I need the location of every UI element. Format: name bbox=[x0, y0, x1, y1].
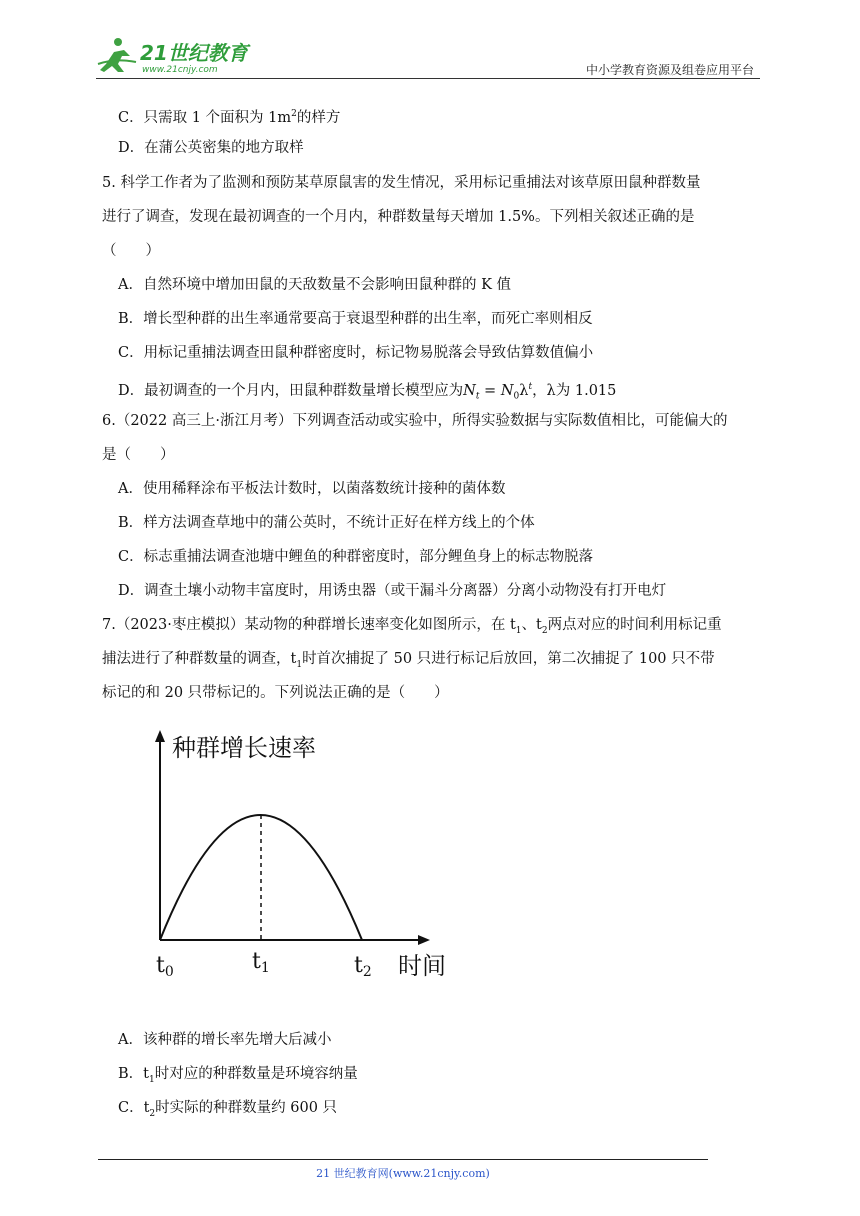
logo-url-text: www.21cnjy.com bbox=[142, 65, 218, 75]
t2-label: t2 bbox=[354, 953, 372, 980]
q5-option-b: B．增长型种群的出生率通常要高于衰退型种群的出生率，而死亡率则相反 bbox=[118, 311, 593, 327]
growth-rate-graph bbox=[150, 728, 470, 988]
q5-option-d: D．最初调查的一个月内，田鼠种群数量增长模型应为$N_t = N_0\lambda^t$，λ为 1.015 bbox=[118, 382, 617, 402]
x-axis-label: 时间 bbox=[398, 952, 446, 980]
q7-option-c: C．$t_2$时实际的种群数量约 600 只 bbox=[118, 1100, 338, 1119]
platform-name: 中小学教育资源及组卷应用平台 bbox=[585, 63, 754, 77]
q6-stem-line2: 是（ ） bbox=[102, 447, 175, 463]
page-header bbox=[96, 34, 760, 78]
header-divider bbox=[96, 78, 760, 79]
q7-stem-line2: 捕法进行了种群数量的调查，$t_1$时首次捕捉了 50 只进行标记后放回，第二次捕捉了 100 只不带 bbox=[102, 651, 715, 670]
t1-label: t1 bbox=[252, 949, 270, 976]
q7-option-a: A．该种群的增长率先增大后减小 bbox=[118, 1032, 332, 1048]
q6-stem-line1: 6.（2022 高三上·浙江月考）下列调查活动或实验中，所得实验数据与实际数值相比，可能偏大的 bbox=[102, 413, 728, 429]
q6-option-d: D．调查土壤小动物丰富度时，用诱虫器（或干漏斗分离器）分离小动物没有打开电灯 bbox=[118, 583, 667, 599]
q7-option-b: B．$t_1$时对应的种群数量是环境容纳量 bbox=[118, 1066, 358, 1085]
q5-stem-line1: 5. 科学工作者为了监测和预防某草原鼠害的发生情况，采用标记重捕法对该草原田鼠种群数量 bbox=[102, 175, 701, 191]
x-axis-arrow bbox=[418, 935, 430, 945]
q5-option-c: C．用标记重捕法调查田鼠种群密度时，标记物易脱落会导致估算数值偏小 bbox=[118, 345, 594, 361]
footer-divider bbox=[98, 1159, 708, 1160]
q6-option-a: A．使用稀释涂布平板法计数时，以菌落数统计接种的菌体数 bbox=[118, 481, 506, 497]
q5-option-a: A．自然环境中增加田鼠的天敌数量不会影响田鼠种群的 K 值 bbox=[118, 277, 512, 293]
y-axis-arrow bbox=[155, 730, 165, 742]
t0-label: t0 bbox=[156, 953, 174, 980]
q4-option-d: D．在蒲公英密集的地方取样 bbox=[118, 140, 304, 156]
footer-link[interactable]: 21 世纪教育网(www.21cnjy.com) bbox=[316, 1167, 490, 1180]
q7-stem-line1: 7.（2023·枣庄模拟）某动物的种群增长速率变化如图所示，在 $t_1$、$t_2$两点对应的时间利用标记重 bbox=[102, 617, 722, 636]
q7-stem-line3: 标记的和 20 只带标记的。下列说法正确的是（ ） bbox=[102, 685, 449, 701]
q5-paren: （ ） bbox=[102, 243, 160, 259]
q6-option-c: C．标志重捕法调查池塘中鲤鱼的种群密度时，部分鲤鱼身上的标志物脱落 bbox=[118, 549, 594, 565]
logo-main-text: 21世纪教育 bbox=[140, 41, 248, 65]
q5-stem-line2: 进行了调查，发现在最初调查的一个月内，种群数量每天增加 1.5%。下列相关叙述正确的是 bbox=[102, 209, 695, 225]
site-logo bbox=[96, 34, 266, 78]
runner-icon bbox=[98, 38, 136, 72]
q6-option-b: B．样方法调查草地中的蒲公英时，不统计正好在样方线上的个体 bbox=[118, 515, 535, 531]
y-axis-label: 种群增长速率 bbox=[172, 734, 316, 762]
q4-option-c: C．只需取 1 个面积为 $1m^2$的样方 bbox=[118, 109, 341, 126]
